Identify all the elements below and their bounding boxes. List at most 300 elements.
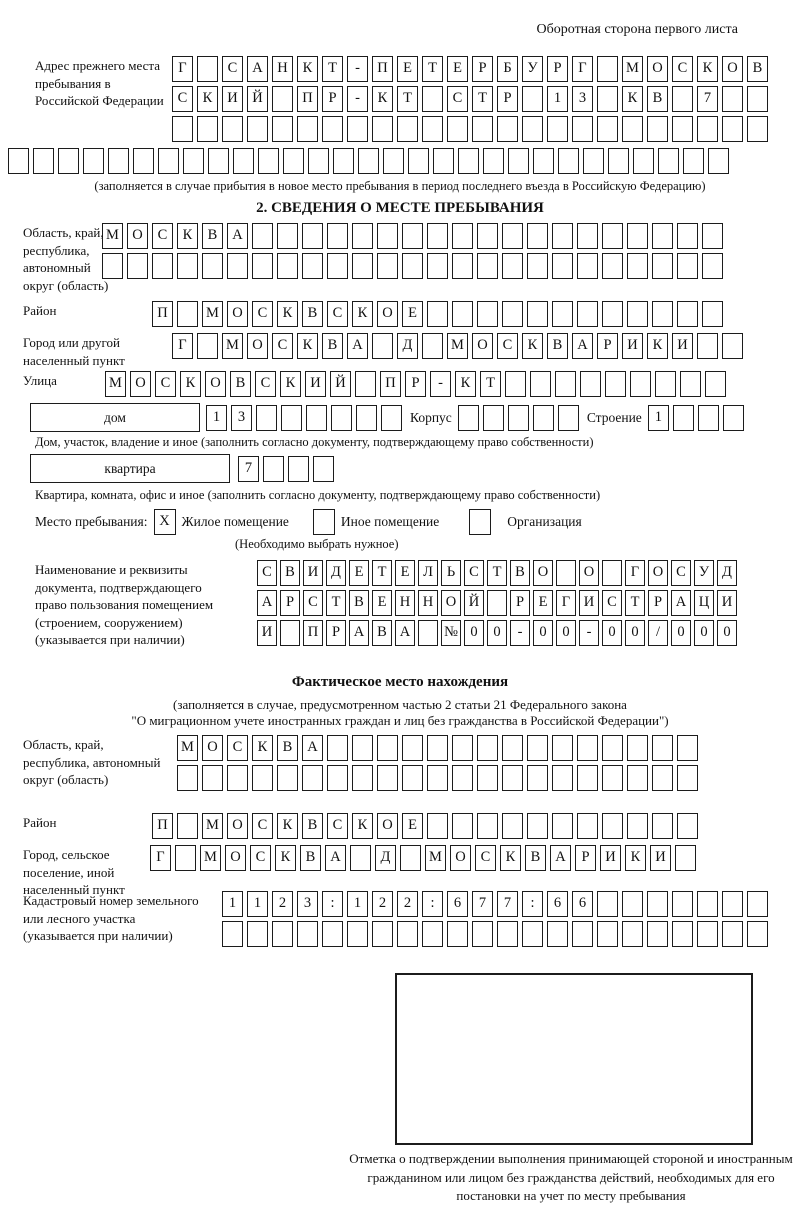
- house-type-box[interactable]: дом: [30, 403, 200, 432]
- char-cell[interactable]: [477, 813, 498, 839]
- char-cell[interactable]: [352, 253, 373, 279]
- apartment-type-box[interactable]: квартира: [30, 454, 230, 483]
- char-cell[interactable]: С: [257, 560, 277, 586]
- char-cell[interactable]: [597, 86, 618, 112]
- char-cell[interactable]: 2: [372, 891, 393, 917]
- char-cell[interactable]: О: [202, 735, 223, 761]
- char-cell[interactable]: [577, 735, 598, 761]
- char-cell[interactable]: [356, 405, 377, 431]
- char-cell[interactable]: Р: [497, 86, 518, 112]
- residential-checkbox[interactable]: X: [154, 509, 176, 535]
- char-cell[interactable]: [252, 223, 273, 249]
- char-cell[interactable]: [397, 921, 418, 947]
- char-cell[interactable]: [702, 301, 723, 327]
- char-cell[interactable]: [647, 921, 668, 947]
- char-cell[interactable]: [722, 86, 743, 112]
- char-cell[interactable]: [583, 148, 604, 174]
- char-cell[interactable]: 6: [547, 891, 568, 917]
- char-cell[interactable]: [327, 765, 348, 791]
- char-cell[interactable]: -: [347, 56, 368, 82]
- char-cell[interactable]: Д: [397, 333, 418, 359]
- char-cell[interactable]: М: [447, 333, 468, 359]
- char-cell[interactable]: К: [180, 371, 201, 397]
- char-cell[interactable]: Р: [597, 333, 618, 359]
- char-cell[interactable]: [358, 148, 379, 174]
- char-cell[interactable]: [197, 56, 218, 82]
- char-cell[interactable]: [708, 148, 729, 174]
- char-cell[interactable]: С: [152, 223, 173, 249]
- char-cell[interactable]: Д: [326, 560, 346, 586]
- char-cell[interactable]: 3: [297, 891, 318, 917]
- char-cell[interactable]: [652, 301, 673, 327]
- stroenie-row[interactable]: [648, 405, 748, 431]
- char-cell[interactable]: Т: [625, 590, 645, 616]
- char-cell[interactable]: :: [522, 891, 543, 917]
- char-cell[interactable]: [108, 148, 129, 174]
- char-cell[interactable]: [658, 148, 679, 174]
- char-cell[interactable]: [680, 371, 701, 397]
- apartment-number-row[interactable]: [238, 456, 338, 482]
- char-cell[interactable]: [422, 333, 443, 359]
- char-cell[interactable]: Р: [575, 845, 596, 871]
- char-cell[interactable]: [747, 86, 768, 112]
- char-cell[interactable]: [502, 223, 523, 249]
- char-cell[interactable]: [647, 891, 668, 917]
- char-cell[interactable]: [331, 405, 352, 431]
- char-cell[interactable]: Е: [447, 56, 468, 82]
- char-cell[interactable]: С: [252, 813, 273, 839]
- char-cell[interactable]: [352, 765, 373, 791]
- char-cell[interactable]: [322, 116, 343, 142]
- char-cell[interactable]: [602, 813, 623, 839]
- char-cell[interactable]: Т: [487, 560, 507, 586]
- char-cell[interactable]: Б: [497, 56, 518, 82]
- char-cell[interactable]: [352, 735, 373, 761]
- char-cell[interactable]: [452, 735, 473, 761]
- char-cell[interactable]: О: [205, 371, 226, 397]
- char-cell[interactable]: В: [525, 845, 546, 871]
- char-cell[interactable]: -: [430, 371, 451, 397]
- char-cell[interactable]: [747, 116, 768, 142]
- char-cell[interactable]: [408, 148, 429, 174]
- char-cell[interactable]: [677, 253, 698, 279]
- region-row-2[interactable]: [102, 253, 800, 279]
- char-cell[interactable]: [247, 921, 268, 947]
- char-cell[interactable]: А: [347, 333, 368, 359]
- char-cell[interactable]: Р: [510, 590, 530, 616]
- char-cell[interactable]: [350, 845, 371, 871]
- char-cell[interactable]: [655, 371, 676, 397]
- char-cell[interactable]: [327, 253, 348, 279]
- char-cell[interactable]: 1: [347, 891, 368, 917]
- char-cell[interactable]: А: [302, 735, 323, 761]
- char-cell[interactable]: [556, 560, 576, 586]
- char-cell[interactable]: [322, 921, 343, 947]
- char-cell[interactable]: [288, 456, 309, 482]
- char-cell[interactable]: 1: [648, 405, 669, 431]
- char-cell[interactable]: С: [447, 86, 468, 112]
- char-cell[interactable]: К: [622, 86, 643, 112]
- char-cell[interactable]: 0: [533, 620, 553, 646]
- char-cell[interactable]: [577, 765, 598, 791]
- char-cell[interactable]: А: [247, 56, 268, 82]
- char-cell[interactable]: О: [450, 845, 471, 871]
- char-cell[interactable]: В: [647, 86, 668, 112]
- char-cell[interactable]: [552, 813, 573, 839]
- char-cell[interactable]: [272, 86, 293, 112]
- char-cell[interactable]: [458, 405, 479, 431]
- char-cell[interactable]: [297, 116, 318, 142]
- char-cell[interactable]: Н: [418, 590, 438, 616]
- char-cell[interactable]: №: [441, 620, 461, 646]
- char-cell[interactable]: Р: [322, 86, 343, 112]
- char-cell[interactable]: [277, 765, 298, 791]
- char-cell[interactable]: С: [327, 301, 348, 327]
- char-cell[interactable]: Е: [397, 56, 418, 82]
- char-cell[interactable]: Т: [322, 56, 343, 82]
- cadastral-row-2[interactable]: [222, 921, 800, 947]
- char-cell[interactable]: [502, 765, 523, 791]
- char-cell[interactable]: [327, 735, 348, 761]
- char-cell[interactable]: [418, 620, 438, 646]
- char-cell[interactable]: Т: [372, 560, 392, 586]
- char-cell[interactable]: [158, 148, 179, 174]
- char-cell[interactable]: [508, 148, 529, 174]
- char-cell[interactable]: [652, 735, 673, 761]
- char-cell[interactable]: К: [297, 333, 318, 359]
- char-cell[interactable]: [447, 116, 468, 142]
- char-cell[interactable]: Т: [326, 590, 346, 616]
- char-cell[interactable]: К: [177, 223, 198, 249]
- char-cell[interactable]: [400, 845, 421, 871]
- char-cell[interactable]: Ц: [694, 590, 714, 616]
- char-cell[interactable]: [372, 333, 393, 359]
- document-row-2[interactable]: [257, 590, 800, 616]
- char-cell[interactable]: [602, 301, 623, 327]
- char-cell[interactable]: 1: [247, 891, 268, 917]
- char-cell[interactable]: [477, 253, 498, 279]
- char-cell[interactable]: [722, 921, 743, 947]
- char-cell[interactable]: [508, 405, 529, 431]
- char-cell[interactable]: [677, 813, 698, 839]
- char-cell[interactable]: О: [247, 333, 268, 359]
- char-cell[interactable]: [677, 223, 698, 249]
- char-cell[interactable]: С: [671, 560, 691, 586]
- char-cell[interactable]: [552, 735, 573, 761]
- other-premises-checkbox[interactable]: [313, 509, 335, 535]
- char-cell[interactable]: [297, 921, 318, 947]
- char-cell[interactable]: [377, 223, 398, 249]
- char-cell[interactable]: К: [275, 845, 296, 871]
- char-cell[interactable]: [647, 116, 668, 142]
- char-cell[interactable]: П: [297, 86, 318, 112]
- char-cell[interactable]: [427, 253, 448, 279]
- house-number-row[interactable]: [206, 405, 406, 431]
- char-cell[interactable]: [627, 301, 648, 327]
- char-cell[interactable]: С: [497, 333, 518, 359]
- prev-address-row-3[interactable]: [172, 116, 800, 142]
- char-cell[interactable]: О: [377, 301, 398, 327]
- char-cell[interactable]: 1: [206, 405, 227, 431]
- char-cell[interactable]: [427, 735, 448, 761]
- char-cell[interactable]: [58, 148, 79, 174]
- prev-address-row-2[interactable]: [172, 86, 800, 112]
- char-cell[interactable]: А: [395, 620, 415, 646]
- char-cell[interactable]: [547, 921, 568, 947]
- char-cell[interactable]: [622, 891, 643, 917]
- char-cell[interactable]: [597, 56, 618, 82]
- char-cell[interactable]: 7: [238, 456, 259, 482]
- char-cell[interactable]: [627, 253, 648, 279]
- char-cell[interactable]: Т: [480, 371, 501, 397]
- char-cell[interactable]: Г: [150, 845, 171, 871]
- char-cell[interactable]: С: [303, 590, 323, 616]
- char-cell[interactable]: К: [697, 56, 718, 82]
- document-row-1[interactable]: [257, 560, 800, 586]
- char-cell[interactable]: 0: [602, 620, 622, 646]
- char-cell[interactable]: Е: [349, 560, 369, 586]
- char-cell[interactable]: [527, 735, 548, 761]
- char-cell[interactable]: Г: [556, 590, 576, 616]
- char-cell[interactable]: 7: [697, 86, 718, 112]
- char-cell[interactable]: 0: [556, 620, 576, 646]
- char-cell[interactable]: [602, 253, 623, 279]
- char-cell[interactable]: [452, 813, 473, 839]
- char-cell[interactable]: Й: [464, 590, 484, 616]
- char-cell[interactable]: В: [372, 620, 392, 646]
- char-cell[interactable]: [672, 116, 693, 142]
- cadastral-row-1[interactable]: [222, 891, 800, 917]
- char-cell[interactable]: О: [225, 845, 246, 871]
- char-cell[interactable]: К: [455, 371, 476, 397]
- char-cell[interactable]: [472, 116, 493, 142]
- char-cell[interactable]: К: [352, 813, 373, 839]
- district-row[interactable]: [152, 301, 800, 327]
- char-cell[interactable]: [522, 86, 543, 112]
- char-cell[interactable]: 6: [447, 891, 468, 917]
- char-cell[interactable]: М: [102, 223, 123, 249]
- char-cell[interactable]: [577, 301, 598, 327]
- char-cell[interactable]: [477, 735, 498, 761]
- char-cell[interactable]: А: [257, 590, 277, 616]
- char-cell[interactable]: Й: [247, 86, 268, 112]
- char-cell[interactable]: [597, 921, 618, 947]
- char-cell[interactable]: [427, 813, 448, 839]
- char-cell[interactable]: [558, 405, 579, 431]
- char-cell[interactable]: А: [572, 333, 593, 359]
- char-cell[interactable]: [177, 765, 198, 791]
- char-cell[interactable]: О: [377, 813, 398, 839]
- char-cell[interactable]: [177, 301, 198, 327]
- char-cell[interactable]: К: [277, 813, 298, 839]
- char-cell[interactable]: А: [325, 845, 346, 871]
- char-cell[interactable]: [327, 223, 348, 249]
- char-cell[interactable]: [347, 921, 368, 947]
- char-cell[interactable]: К: [500, 845, 521, 871]
- char-cell[interactable]: [402, 735, 423, 761]
- char-cell[interactable]: [705, 371, 726, 397]
- char-cell[interactable]: С: [464, 560, 484, 586]
- char-cell[interactable]: [302, 223, 323, 249]
- char-cell[interactable]: :: [422, 891, 443, 917]
- char-cell[interactable]: П: [152, 813, 173, 839]
- char-cell[interactable]: [605, 371, 626, 397]
- char-cell[interactable]: -: [510, 620, 530, 646]
- char-cell[interactable]: И: [600, 845, 621, 871]
- char-cell[interactable]: [175, 845, 196, 871]
- char-cell[interactable]: [697, 921, 718, 947]
- char-cell[interactable]: С: [155, 371, 176, 397]
- char-cell[interactable]: [452, 301, 473, 327]
- char-cell[interactable]: [683, 148, 704, 174]
- char-cell[interactable]: М: [425, 845, 446, 871]
- char-cell[interactable]: [433, 148, 454, 174]
- char-cell[interactable]: [333, 148, 354, 174]
- char-cell[interactable]: В: [280, 560, 300, 586]
- char-cell[interactable]: Р: [326, 620, 346, 646]
- char-cell[interactable]: [497, 116, 518, 142]
- char-cell[interactable]: Д: [375, 845, 396, 871]
- char-cell[interactable]: И: [672, 333, 693, 359]
- char-cell[interactable]: [458, 148, 479, 174]
- char-cell[interactable]: [505, 371, 526, 397]
- char-cell[interactable]: [372, 116, 393, 142]
- char-cell[interactable]: [177, 813, 198, 839]
- char-cell[interactable]: [672, 86, 693, 112]
- char-cell[interactable]: [622, 116, 643, 142]
- char-cell[interactable]: [177, 253, 198, 279]
- char-cell[interactable]: С: [272, 333, 293, 359]
- char-cell[interactable]: У: [522, 56, 543, 82]
- char-cell[interactable]: Т: [397, 86, 418, 112]
- char-cell[interactable]: [502, 253, 523, 279]
- char-cell[interactable]: [677, 765, 698, 791]
- actual-region-row-1[interactable]: [177, 735, 800, 761]
- actual-region-row-2[interactable]: [177, 765, 800, 791]
- char-cell[interactable]: [272, 116, 293, 142]
- char-cell[interactable]: [477, 223, 498, 249]
- char-cell[interactable]: И: [305, 371, 326, 397]
- char-cell[interactable]: О: [227, 813, 248, 839]
- char-cell[interactable]: К: [352, 301, 373, 327]
- char-cell[interactable]: [558, 148, 579, 174]
- char-cell[interactable]: [477, 765, 498, 791]
- char-cell[interactable]: 0: [464, 620, 484, 646]
- char-cell[interactable]: И: [303, 560, 323, 586]
- char-cell[interactable]: К: [372, 86, 393, 112]
- char-cell[interactable]: Н: [272, 56, 293, 82]
- char-cell[interactable]: -: [347, 86, 368, 112]
- char-cell[interactable]: [627, 813, 648, 839]
- char-cell[interactable]: [555, 371, 576, 397]
- char-cell[interactable]: К: [522, 333, 543, 359]
- char-cell[interactable]: [527, 765, 548, 791]
- char-cell[interactable]: [377, 735, 398, 761]
- char-cell[interactable]: О: [647, 56, 668, 82]
- char-cell[interactable]: И: [650, 845, 671, 871]
- char-cell[interactable]: [673, 405, 694, 431]
- char-cell[interactable]: [502, 301, 523, 327]
- char-cell[interactable]: К: [252, 735, 273, 761]
- document-row-3[interactable]: [257, 620, 800, 646]
- char-cell[interactable]: [552, 765, 573, 791]
- char-cell[interactable]: [352, 223, 373, 249]
- char-cell[interactable]: Н: [395, 590, 415, 616]
- char-cell[interactable]: С: [255, 371, 276, 397]
- char-cell[interactable]: С: [227, 735, 248, 761]
- char-cell[interactable]: [277, 253, 298, 279]
- char-cell[interactable]: А: [550, 845, 571, 871]
- char-cell[interactable]: [697, 891, 718, 917]
- char-cell[interactable]: [487, 590, 507, 616]
- char-cell[interactable]: [627, 223, 648, 249]
- char-cell[interactable]: [527, 301, 548, 327]
- char-cell[interactable]: [522, 116, 543, 142]
- char-cell[interactable]: А: [671, 590, 691, 616]
- char-cell[interactable]: [527, 813, 548, 839]
- char-cell[interactable]: 0: [625, 620, 645, 646]
- char-cell[interactable]: [422, 116, 443, 142]
- char-cell[interactable]: С: [672, 56, 693, 82]
- char-cell[interactable]: М: [622, 56, 643, 82]
- char-cell[interactable]: Р: [405, 371, 426, 397]
- char-cell[interactable]: [272, 921, 293, 947]
- char-cell[interactable]: О: [579, 560, 599, 586]
- char-cell[interactable]: [283, 148, 304, 174]
- char-cell[interactable]: Е: [402, 813, 423, 839]
- char-cell[interactable]: [222, 921, 243, 947]
- char-cell[interactable]: 1: [222, 891, 243, 917]
- prev-address-row-1[interactable]: [172, 56, 800, 82]
- char-cell[interactable]: [281, 405, 302, 431]
- char-cell[interactable]: [702, 253, 723, 279]
- char-cell[interactable]: [627, 735, 648, 761]
- char-cell[interactable]: [172, 116, 193, 142]
- char-cell[interactable]: [381, 405, 402, 431]
- char-cell[interactable]: Т: [472, 86, 493, 112]
- char-cell[interactable]: В: [547, 333, 568, 359]
- char-cell[interactable]: 0: [694, 620, 714, 646]
- char-cell[interactable]: [502, 735, 523, 761]
- char-cell[interactable]: А: [227, 223, 248, 249]
- char-cell[interactable]: [8, 148, 29, 174]
- char-cell[interactable]: [402, 765, 423, 791]
- street-row[interactable]: [105, 371, 800, 397]
- char-cell[interactable]: Г: [625, 560, 645, 586]
- char-cell[interactable]: [263, 456, 284, 482]
- char-cell[interactable]: [422, 86, 443, 112]
- char-cell[interactable]: [547, 116, 568, 142]
- char-cell[interactable]: Г: [572, 56, 593, 82]
- char-cell[interactable]: [580, 371, 601, 397]
- char-cell[interactable]: 2: [272, 891, 293, 917]
- char-cell[interactable]: [422, 921, 443, 947]
- char-cell[interactable]: [677, 735, 698, 761]
- char-cell[interactable]: [452, 253, 473, 279]
- region-row-1[interactable]: [102, 223, 800, 249]
- char-cell[interactable]: [127, 253, 148, 279]
- char-cell[interactable]: [527, 223, 548, 249]
- char-cell[interactable]: В: [230, 371, 251, 397]
- char-cell[interactable]: В: [510, 560, 530, 586]
- char-cell[interactable]: [427, 223, 448, 249]
- char-cell[interactable]: :: [322, 891, 343, 917]
- char-cell[interactable]: [227, 765, 248, 791]
- char-cell[interactable]: [597, 891, 618, 917]
- char-cell[interactable]: 3: [231, 405, 252, 431]
- char-cell[interactable]: [277, 223, 298, 249]
- organization-checkbox[interactable]: [469, 509, 491, 535]
